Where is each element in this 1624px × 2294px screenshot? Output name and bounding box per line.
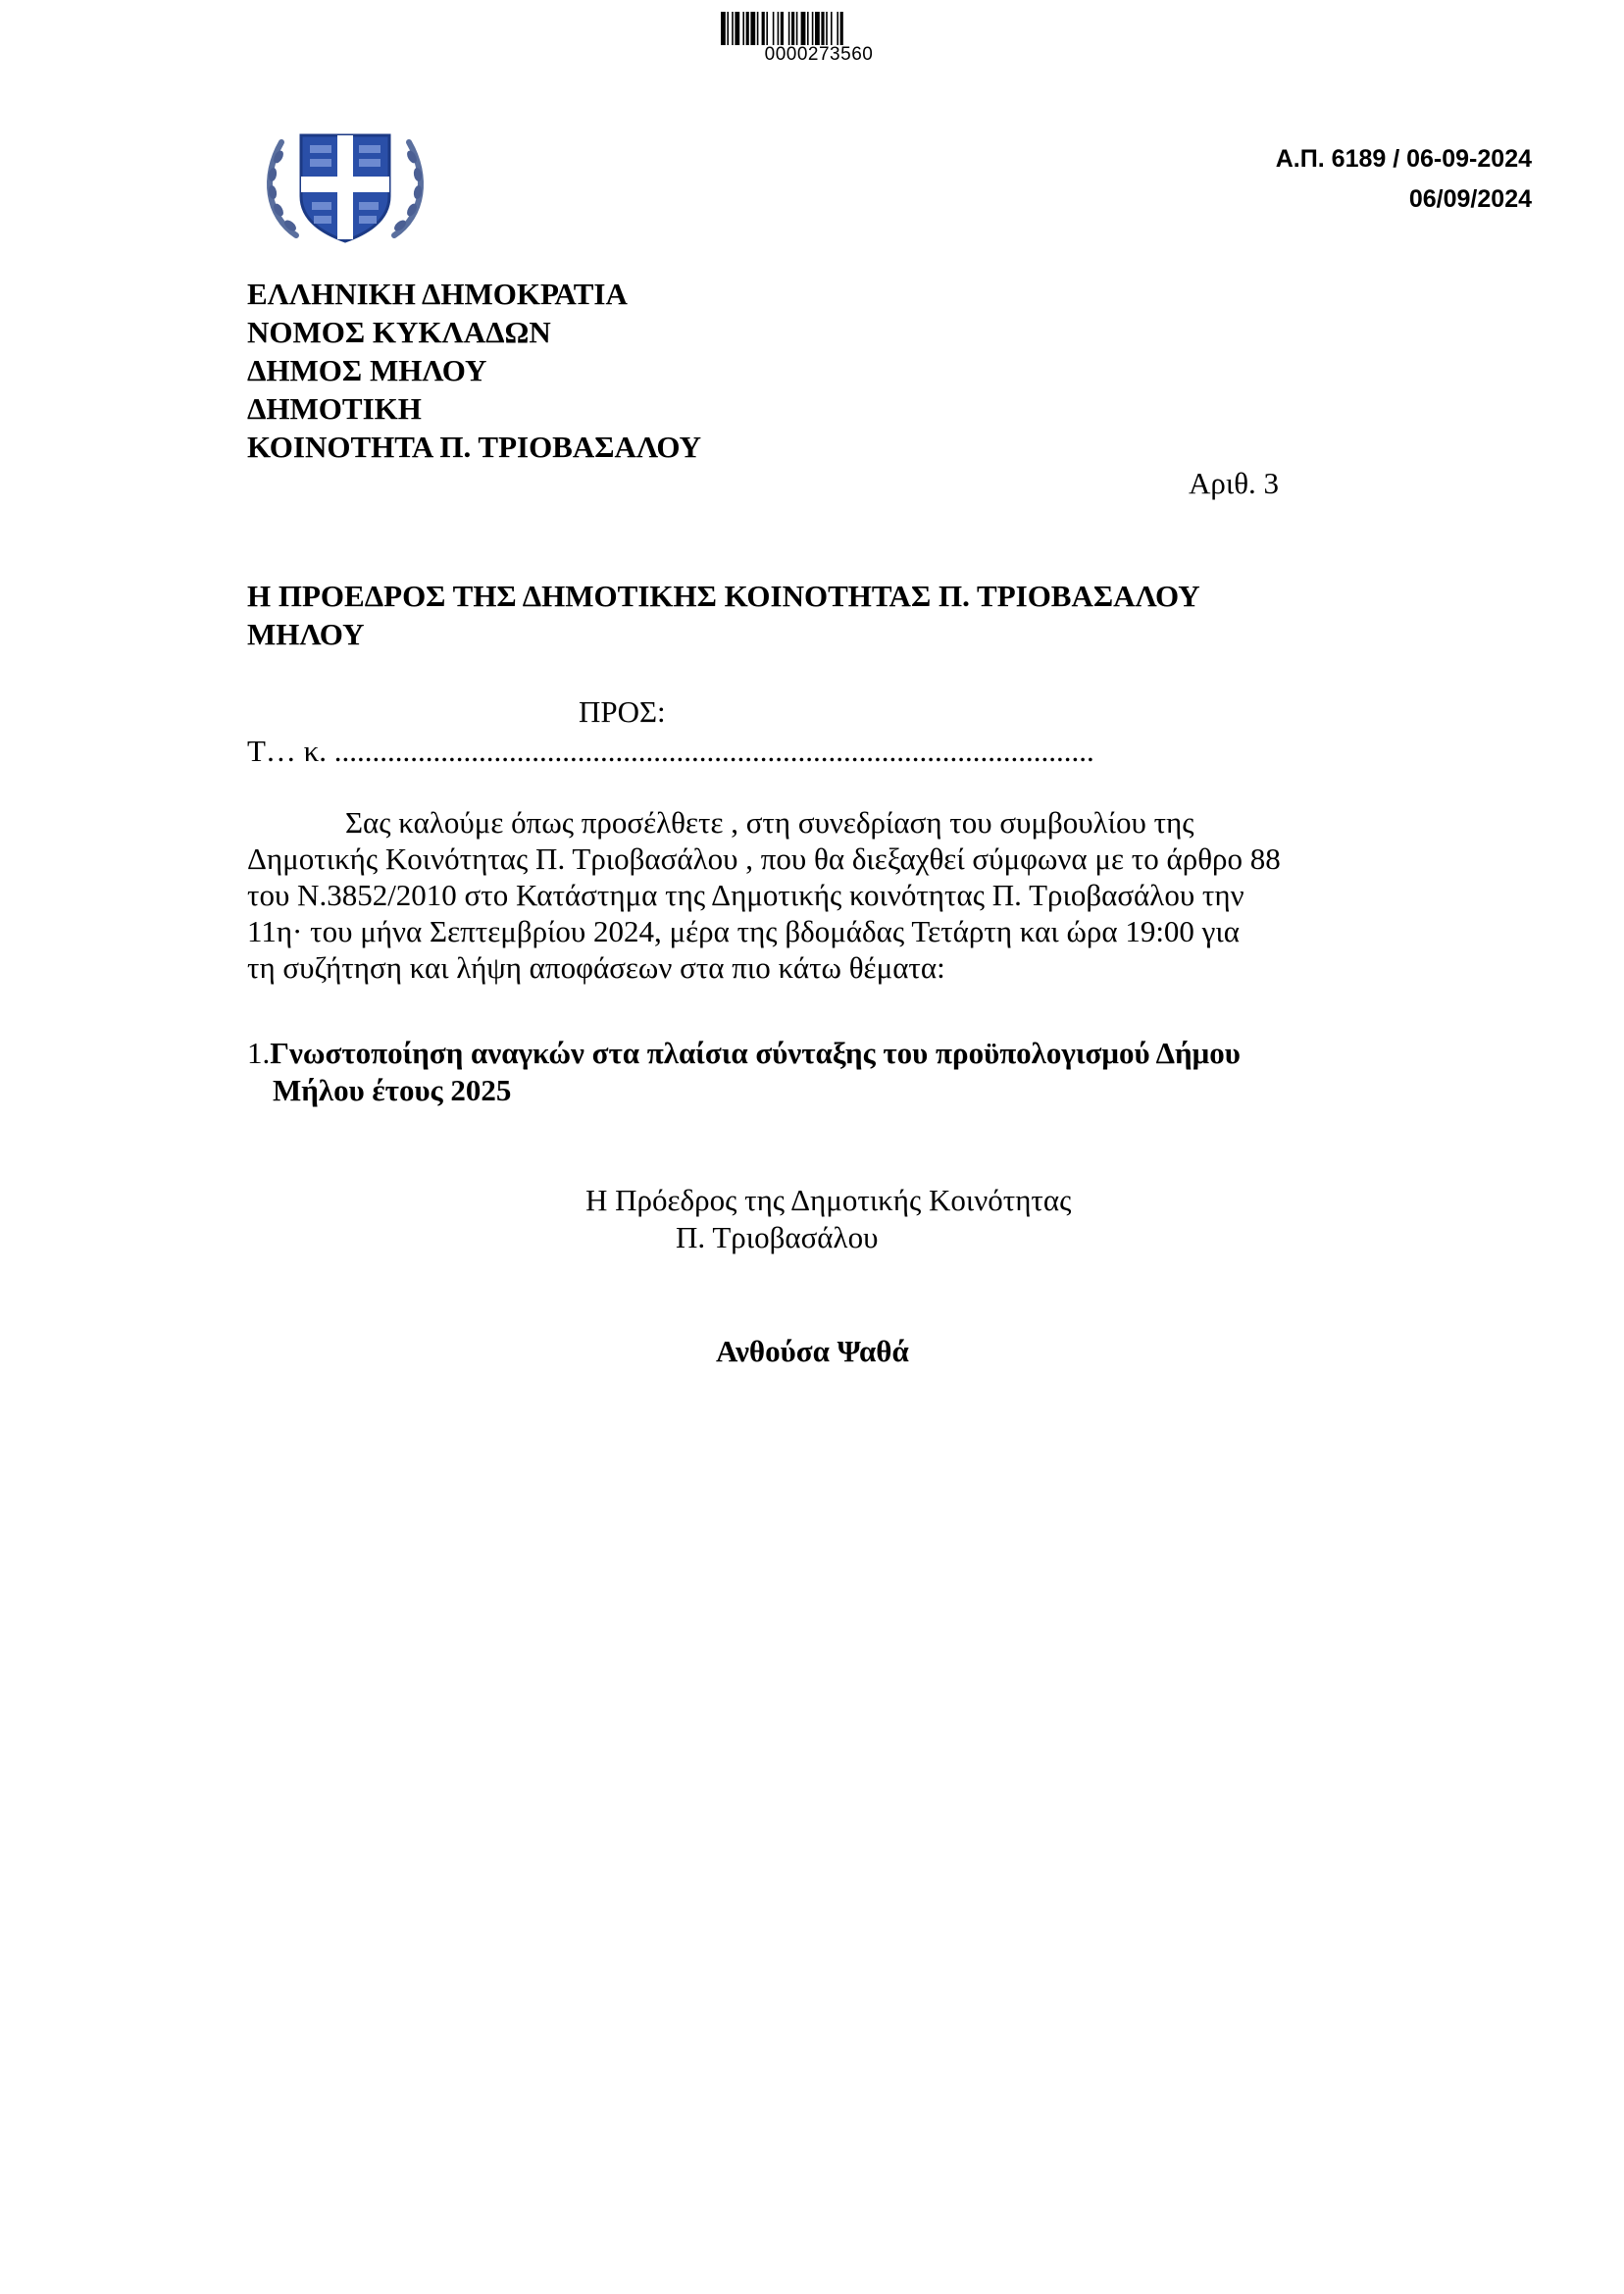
header-line: ΕΛΛΗΝΙΚΗ ΔΗΜΟΚΡΑΤΙΑ xyxy=(247,277,628,311)
recipient-line: Τ… κ. .................................................................................................... xyxy=(247,734,1094,768)
header-line: ΚΟΙΝΟΤΗΤΑ Π. ΤΡΙΟΒΑΣΑΛΟΥ xyxy=(247,430,702,464)
body-line: Δημοτικής Κοινότητας Π. Τριοβασάλου , που θα διεξαχθεί σύμφωνα με το άρθρο 88 xyxy=(247,841,1281,876)
protocol-block xyxy=(1276,139,1532,220)
protocol-number: Α.Π. 6189 / 06-09-2024 xyxy=(1275,145,1532,173)
body-line: τη συζήτηση και λήψη αποφάσεων στα πιο κάτω θέματα: xyxy=(247,950,945,985)
agenda-item-title-cont: Μήλου έτους 2025 xyxy=(273,1073,512,1107)
header-line: ΔΗΜΟΤΙΚΗ xyxy=(247,391,422,426)
barcode-number: 0000273560 xyxy=(764,44,874,65)
signature-block xyxy=(585,1182,1071,1256)
header-line: ΔΗΜΟΣ ΜΗΛΟΥ xyxy=(247,353,487,387)
signature-community: Π. Τριοβασάλου xyxy=(676,1220,879,1254)
president-title-line: ΜΗΛΟΥ xyxy=(247,617,365,651)
protocol-date: 06/09/2024 xyxy=(1408,185,1532,213)
document-number: Αριθ. 3 xyxy=(1189,466,1280,500)
body-line: του Ν.3852/2010 στο Κατάστημα της Δημοτικής κοινότητας Π. Τριοβασάλου την xyxy=(247,878,1244,912)
body-line: 11η· του μήνα Σεπτεμβρίου 2024, μέρα της βδομάδας Τετάρτη και ώρα 19:00 για xyxy=(247,914,1240,948)
president-title-line: Η ΠΡΟΕΔΡΟΣ ΤΗΣ ΔΗΜΟΤΙΚΗΣ ΚΟΙΝΟΤΗΤΑΣ Π. ΤΡΙΟΒΑΣΑΛΟΥ xyxy=(247,579,1200,613)
president-title xyxy=(247,577,1375,653)
header-line: ΝΟΜΟΣ ΚΥΚΛΑΔΩΝ xyxy=(247,315,551,349)
agenda-item xyxy=(247,1035,1241,1109)
signature-title: Η Πρόεδρος της Δημοτικής Κοινότητας xyxy=(585,1183,1072,1217)
coat-of-arms-emblem xyxy=(257,118,433,250)
invitation-body xyxy=(247,804,1395,986)
agenda-item-title: Γνωστοποίηση αναγκών στα πλαίσια σύνταξης του προϋπολογισμού Δήμου xyxy=(270,1036,1241,1070)
to-label: ΠΡΟΣ: xyxy=(579,694,666,729)
barcode xyxy=(721,12,917,45)
signer-name: Ανθούσα Ψαθά xyxy=(716,1334,909,1368)
body-line: Σας καλούμε όπως προσέλθετε , στη συνεδρίαση του συμβουλίου της xyxy=(345,805,1194,840)
agenda-item-number: 1. xyxy=(247,1036,271,1070)
issuer-header xyxy=(247,275,701,466)
